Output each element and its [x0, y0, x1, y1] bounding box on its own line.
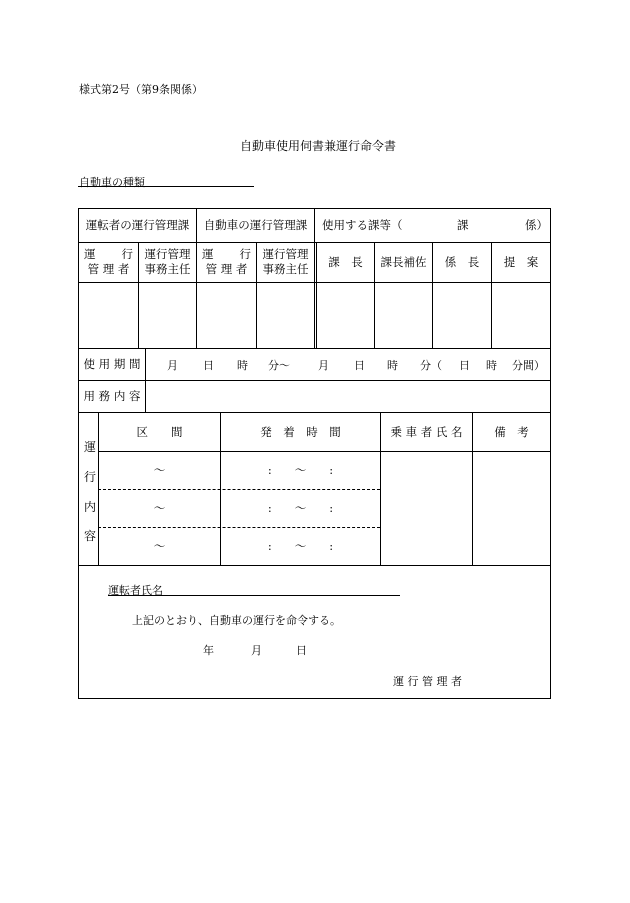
period-hour: 時: [237, 359, 248, 372]
manager-dept-header: 運転者の運行管理課: [85, 218, 190, 232]
period-day2: 日: [354, 359, 365, 372]
operation-chief-b: [257, 246, 314, 278]
manager-a-char2: 行: [121, 247, 133, 261]
unit-chief-header: 係 長: [444, 255, 480, 269]
period-month2: 月: [318, 359, 329, 372]
operation-manager-b: [202, 246, 251, 278]
manager-a-line2: 管 理 者: [87, 262, 130, 276]
using-dept-kakari: 係）: [525, 218, 548, 232]
using-dept-header: [315, 209, 550, 242]
period-label: 使 用 期 間: [83, 357, 141, 371]
section-column-header: 区 間: [136, 424, 183, 439]
section-chief-header: 課 長: [328, 255, 363, 269]
driver-name-label: 運転者氏名: [108, 584, 163, 597]
time-column-header: 発 着 時 間: [260, 424, 341, 439]
section-row-3: ～: [153, 539, 166, 553]
operation-side-char4: 容: [84, 529, 97, 543]
operation-side-char1: 運: [84, 440, 97, 454]
manager-a-char1: 運: [84, 247, 96, 261]
operation-manager-a: [84, 246, 133, 278]
date-year: 年: [203, 644, 214, 657]
row-divider: [79, 348, 550, 349]
time-row-3: : ～ :: [267, 539, 334, 553]
remarks-column-header: 備 考: [494, 424, 529, 439]
purpose-label: 用 務 内 容: [83, 389, 141, 403]
period-hour3: 時: [486, 359, 497, 372]
operation-side-char3: 内: [84, 500, 97, 514]
manager-b-line2: 管 理 者: [205, 262, 248, 276]
section-row-2: ～: [153, 501, 166, 515]
using-dept-prefix: 使用する課等（: [322, 218, 403, 232]
chief-a-line1: 運行管理: [144, 247, 191, 261]
using-dept-ka: 課: [457, 218, 469, 232]
date-day: 日: [296, 644, 307, 657]
operation-chief-a: [139, 246, 196, 278]
assistant-chief-header: 課長補佐: [380, 255, 427, 269]
proposal-header: 提 案: [503, 255, 539, 269]
period-minute-paren: 分（: [420, 359, 442, 372]
manager-b-char1: 運: [202, 247, 214, 261]
vehicle-dept-header: 自動車の運行管理課: [203, 218, 308, 232]
order-statement: 上記のとおり、自動車の運行を命令する。: [132, 614, 341, 627]
document-title: 自動車使用伺書兼運行命令書: [240, 139, 397, 153]
time-row-2: : ～ :: [267, 501, 334, 515]
chief-b-line2: 事務主任: [262, 262, 309, 276]
vehicle-type-label: 自動車の種類: [79, 176, 145, 189]
time-row-1: : ～ :: [267, 463, 334, 477]
period-hour2: 時: [387, 359, 398, 372]
period-day3: 日: [459, 359, 470, 372]
chief-a-line2: 事務主任: [144, 262, 191, 276]
period-minutes-close: 分間）: [512, 359, 545, 372]
row-divider: [79, 380, 550, 381]
operation-side-char2: 行: [84, 470, 97, 484]
period-minute-to: 分～: [268, 359, 290, 372]
date-month: 月: [251, 644, 262, 657]
col-divider: [145, 348, 146, 412]
passengers-column-header: 乗 車 者 氏 名: [390, 424, 463, 439]
row-divider: [79, 565, 550, 566]
section-row-1: ～: [153, 463, 166, 477]
period-day: 日: [203, 359, 214, 372]
form-number: 様式第2号（第9条関係）: [79, 83, 203, 96]
operation-manager-signature: 運 行 管 理 者: [393, 675, 462, 688]
manager-b-char2: 行: [239, 247, 251, 261]
driver-name-underline: [108, 595, 400, 596]
period-month: 月: [167, 359, 178, 372]
vehicle-type-underline: [78, 186, 254, 187]
chief-b-line1: 運行管理: [262, 247, 309, 261]
